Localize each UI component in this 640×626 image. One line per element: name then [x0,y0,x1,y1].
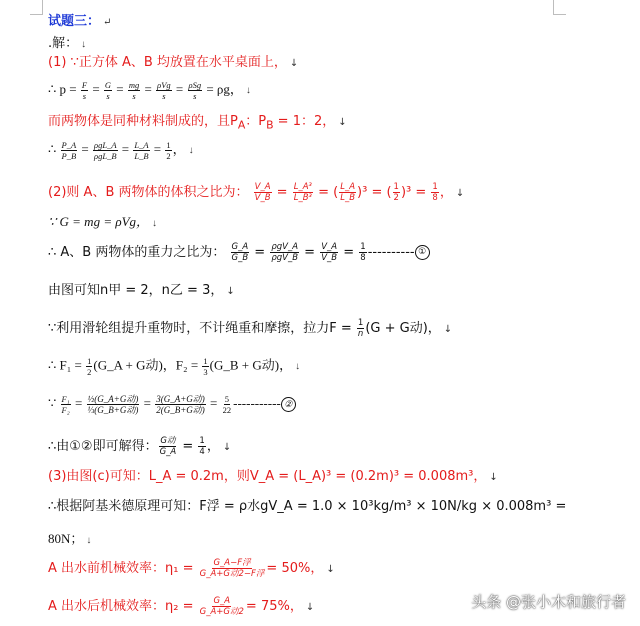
buoyancy-result: 80N； ↓ [48,531,92,546]
pressure-formula: ∴ p = $\frac{F}{s}$ = $\frac{G}{s}$ = $\frac{mg}{s}$ = ρVg s = ρSg s = ρg， ↓ [48,80,251,101]
part-3-volume: (3)由图(c)可知：L_A = 0.2m，则V_A = (L_A)³ = (0.2m)³ = 0.008m³， ↓ [48,469,498,484]
line-1: (1) ∵正方体 A、B 均放置在水平桌面上， ↓ [48,55,299,70]
solution-label: .解： ↓ [48,36,87,51]
pull-force: ∵利用滑轮组提升重物时，不计绳重和摩擦，拉力F = $\frac{1}{n}$ (G + G动)， ↓ [48,318,453,339]
page-corner-mark [553,0,566,15]
efficiency-before: A 出水前机械效率：η₁ = G_A−F浮 G_A+G动2−F浮 = 50%， ↓ [48,558,335,579]
line-3: 而两物体是同种材料制成的，且$P_A$：$P_B = 1$：2， ↓ [48,114,347,132]
volume-ratio: (2)则 A、B 两物体的体积之比为： $\frac{V\_A}{V\_B}$ = $\frac{\text{L\_A³}}{\text{L\_B³}}$ = ( $\frac{L\_A}{L\_B}$ )³ = ( $\frac{1}{2}$ )³ = $\frac{1}{8}$ ， ↓ [48,182,465,203]
weight-formula: ∵ G = mg = ρVg， ↓ [48,214,158,229]
pressure-ratio: ∴ $\frac{P\_A}{P\_B}$ = ρgL_A ρgL_B = $\frac{L\_A}{L\_B}$ = $\frac{1}{2}$ ， ↓ [48,140,194,161]
force-equations: ∴ F₁ = $\frac{1}{2}$ (G_A + G动)，F₂ = $\frac{1}{3}$ (G_B + G动)， ↓ [48,356,301,377]
line-8: 由图可知n甲 = 2，n乙 = 3， ↓ [48,283,235,298]
efficiency-after: A 出水后机械效率：η₂ = G_A G_A+G动2 = 75%， ↓ [48,596,315,617]
equation-marker-2: ② [281,397,296,412]
question-title: 试题三： ↵ [48,14,112,29]
page-corner-mark [30,0,43,15]
buoyancy: ∴根据阿基米德原理可知：F浮 = ρ水gV_A = 1.0 × 10³kg/m³ × 10N/kg × 0.008m³ = [48,499,567,514]
equation-marker-1: ① [415,245,430,260]
force-ratio: ∵ $\frac{\text{F₁}}{\text{F₂}}$ = ½(G_A+G动) ⅓(G_B+G动) = 3(G_A+G动) 2(G_B+G动) = $\frac{5}{22}$ ----------- ② [48,394,296,415]
watermark: 头条 @张小木和旅行者 [471,593,626,611]
solution-result: ∴由①②即可解得： G动 G_A = $\frac{1}{4}$ ， ↓ [48,436,232,457]
weight-ratio: ∴ A、B 两物体的重力之比为： $\frac{G\_A}{G\_B}$ = ρgV_A ρgV_B = $\frac{V\_A}{V\_B}$ = $\frac{1}{8}$ ---------- ① [48,242,430,263]
